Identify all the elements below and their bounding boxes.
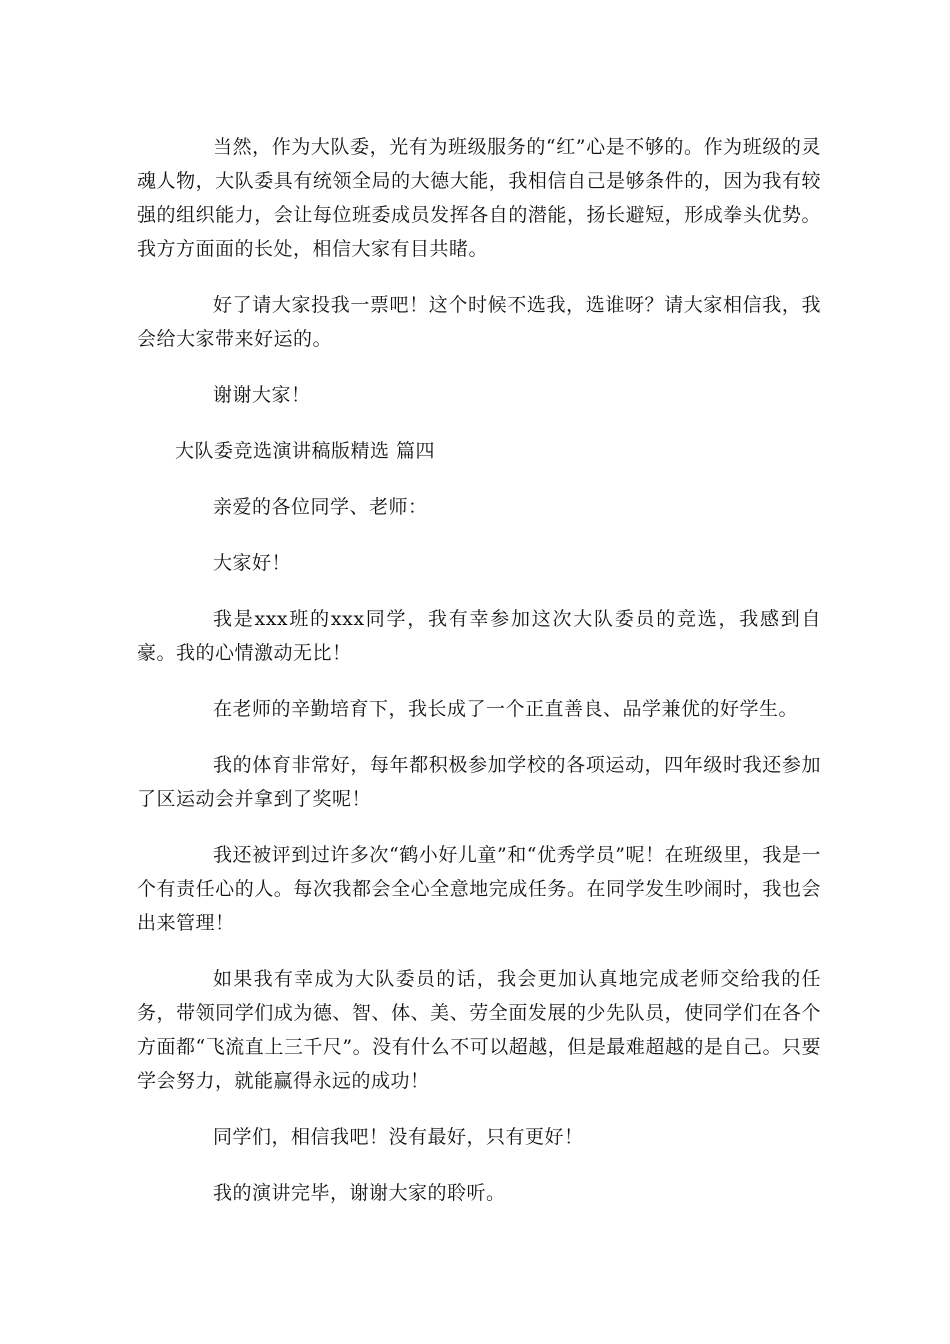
- salutation: 亲爱的各位同学、老师：: [213, 496, 428, 518]
- greeting: 大家好！: [213, 552, 292, 574]
- paragraph: 我还被评到过许多次“鹤小好儿童”和“优秀学员”呢！在班级里，我是一个有责任心的人。每次我都会全心全意地完成任务。在同学发生吵闹时，我也会出来管理！: [137, 844, 821, 934]
- paragraph: 我是xxx班的xxx同学，我有幸参加这次大队委员的竞选，我感到自豪。我的心情激动无比！: [137, 608, 821, 664]
- closing: 我的演讲完毕，谢谢大家的聆听。: [213, 1182, 506, 1204]
- section-heading: 大队委竞选演讲稿版精选 篇四: [175, 440, 436, 462]
- paragraph: 好了请大家投我一票吧！这个时候不选我，选谁呀？请大家相信我，我会给大家带来好运的。: [137, 294, 821, 350]
- document-body: [137, 130, 821, 1232]
- paragraph: 在老师的辛勤培育下，我长成了一个正直善良、品学兼优的好学生。: [213, 698, 799, 720]
- paragraph: 谢谢大家！: [213, 384, 311, 406]
- paragraph: 我的体育非常好，每年都积极参加学校的各项运动，四年级时我还参加了区运动会并拿到了奖呢！: [137, 754, 821, 810]
- paragraph: 当然，作为大队委，光有为班级服务的“红”心是不够的。作为班级的灵魂人物，大队委具有统领全局的大德大能，我相信自己是够条件的，因为我有较强的组织能力，会让每位班委成员发挥各自的潜能，扬长避短，形成拳头优势。我方方面面的长处，相信大家有目共睹。: [137, 136, 821, 260]
- paragraph: 如果我有幸成为大队委员的话，我会更加认真地完成老师交给我的任务，带领同学们成为德、智、体、美、劳全面发展的少先队员，使同学们在各个方面都“飞流直上三千尺”。没有什么不可以超越，但是最难超越的是自己。只要学会努力，就能赢得永远的成功！: [137, 968, 821, 1092]
- paragraph: 同学们，相信我吧！没有最好，只有更好！: [213, 1126, 584, 1148]
